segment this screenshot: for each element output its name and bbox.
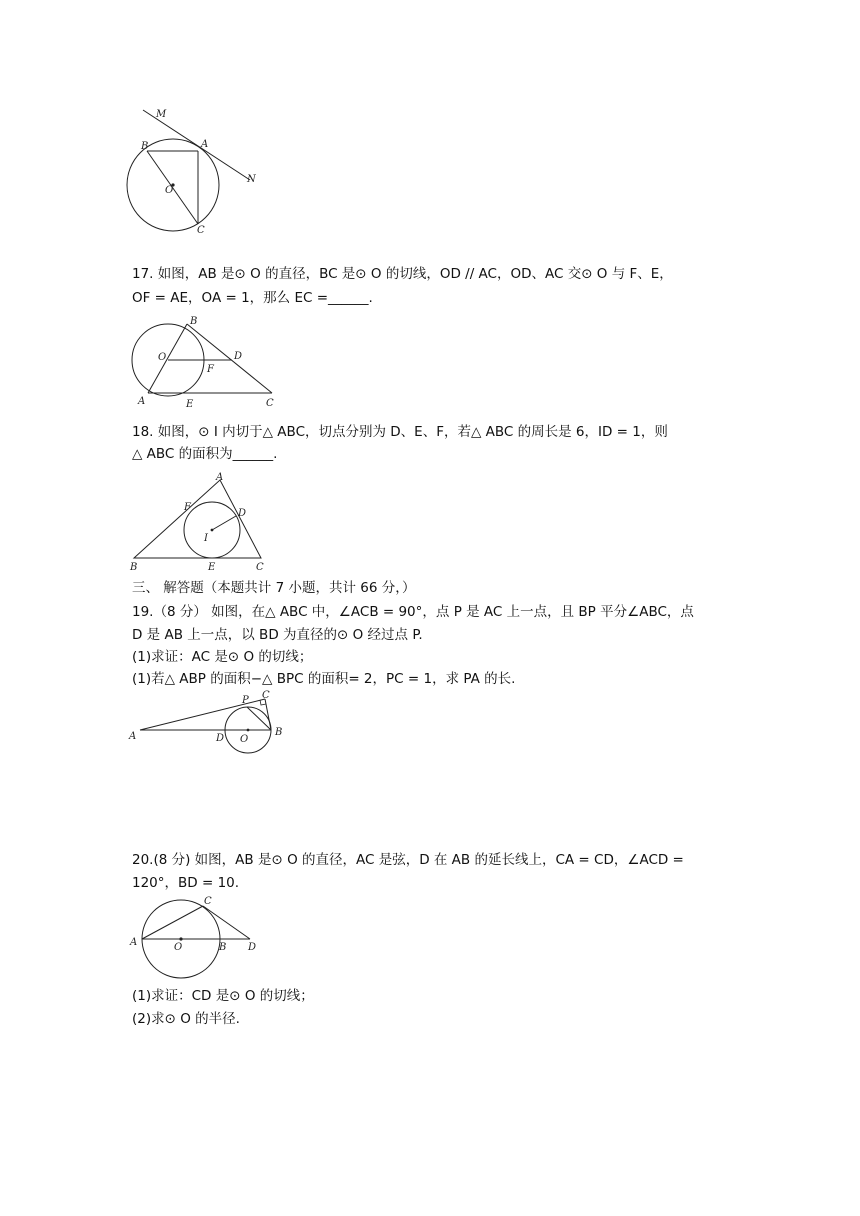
label-D: D <box>216 733 225 744</box>
label-E: E <box>208 562 216 573</box>
label-M: M <box>156 109 167 120</box>
figure-q16 <box>125 105 265 235</box>
label-A: A <box>201 139 209 150</box>
figure-q19-svg <box>126 688 291 760</box>
q19-line2: D 是 AB 上一点，以 BD 为直径的⊙ O 经过点 P. <box>132 627 423 643</box>
q20-line1: 20.(8 分) 如图，AB 是⊙ O 的直径，AC 是弦，D 在 AB 的延长线上，CA = CD，∠ACD = <box>132 852 684 868</box>
label-N: N <box>247 174 256 185</box>
label-D: D <box>234 351 243 362</box>
label-O: O <box>174 942 183 953</box>
label-A: A <box>129 731 137 742</box>
q19-line1: 19.（8 分） 如图，在△ ABC 中，∠ACB = 90°，点 P 是 AC 上一点，且 BP 平分∠ABC，点 <box>132 604 694 620</box>
figure-q19 <box>126 688 291 760</box>
label-B: B <box>130 562 138 573</box>
label-B: B <box>219 942 227 953</box>
label-C: C <box>256 562 264 573</box>
label-C: C <box>262 690 270 701</box>
label-C: C <box>197 225 205 235</box>
label-F: F <box>207 364 214 375</box>
label-P: P <box>242 695 249 706</box>
label-B: B <box>141 141 149 152</box>
q20-line2: 120°，BD = 10. <box>132 875 240 891</box>
label-C: C <box>204 896 212 907</box>
label-A: A <box>130 937 138 948</box>
figure-q17 <box>128 314 283 410</box>
label-F: F <box>184 502 191 513</box>
label-I: I <box>204 533 208 544</box>
q18-line1: 18. 如图，⊙ I 内切于△ ABC，切点分别为 D、E、F，若△ ABC 的周长是 6，ID = 1，则 <box>132 424 668 440</box>
figure-q16-svg <box>125 105 265 235</box>
figure-q18-svg <box>128 470 273 575</box>
label-O: O <box>240 734 249 745</box>
q18-line2: △ ABC 的面积为______. <box>132 446 278 462</box>
label-C: C <box>266 398 274 409</box>
label-O: O <box>165 185 174 196</box>
q19-part2: (1)若△ ABP 的面积−△ BPC 的面积= 2，PC = 1，求 PA 的长. <box>132 671 516 687</box>
figure-q20 <box>126 893 266 983</box>
q17-line2: OF = AE，OA = 1，那么 EC =______. <box>132 290 373 306</box>
q19-part1: (1)求证：AC 是⊙ O 的切线； <box>132 649 313 665</box>
label-D: D <box>248 942 257 953</box>
label-D: D <box>238 508 247 519</box>
label-A: A <box>138 396 146 407</box>
q20-part1: (1)求证：CD 是⊙ O 的切线； <box>132 988 314 1004</box>
q20-part2: (2)求⊙ O 的半径. <box>132 1011 240 1027</box>
label-A: A <box>216 472 224 483</box>
label-B: B <box>190 316 198 327</box>
label-B: B <box>275 727 283 738</box>
figure-q17-svg <box>128 314 283 410</box>
figure-q20-svg <box>126 893 266 983</box>
label-E: E <box>186 399 194 410</box>
section-3-heading: 三、 解答题（本题共计 7 小题，共计 66 分，） <box>132 580 416 596</box>
q17-line1: 17. 如图，AB 是⊙ O 的直径，BC 是⊙ O 的切线，OD // AC，OD、AC 交⊙ O 与 F、E， <box>132 266 673 282</box>
label-O: O <box>158 352 167 363</box>
figure-q18 <box>128 470 273 575</box>
